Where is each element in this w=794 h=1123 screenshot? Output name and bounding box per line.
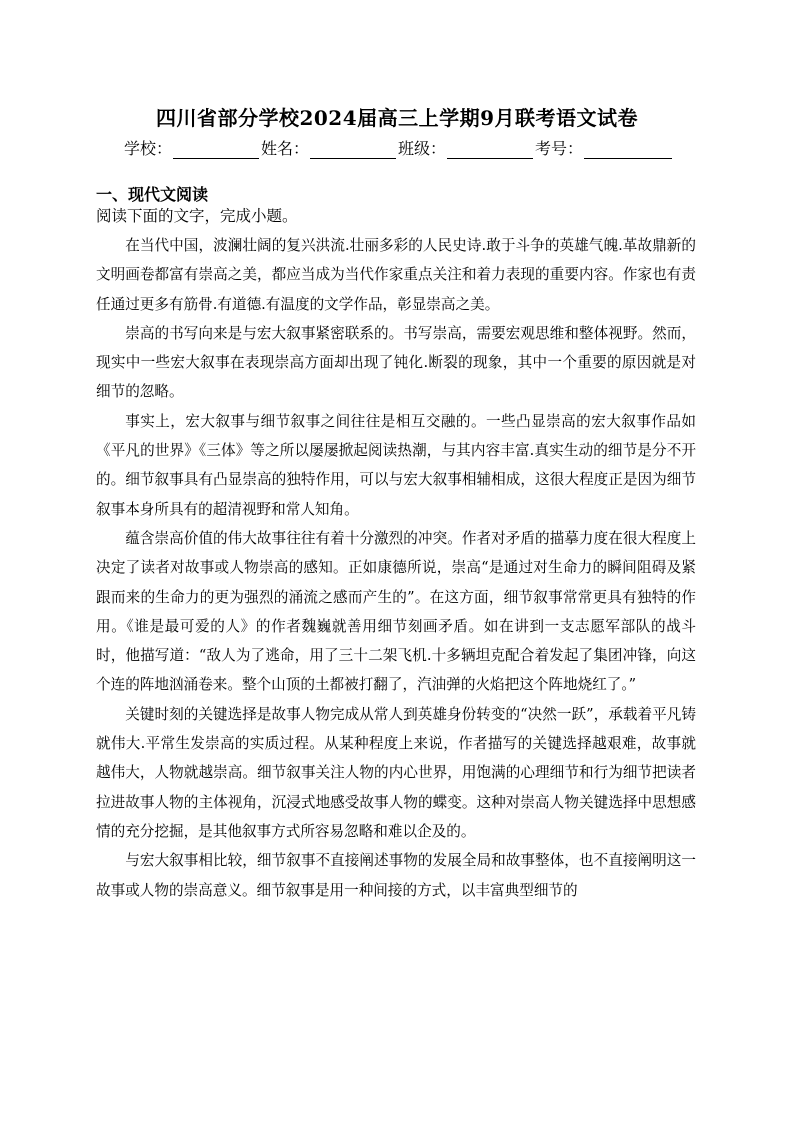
class-field (398, 136, 533, 159)
name-blank[interactable] (310, 144, 396, 159)
passage-paragraph: 事实上，宏大叙事与细节叙事之间往往是相互交融的。一些凸显崇高的宏大叙事作品如《平凡的世界》《三体》等之所以屡屡掀起阅读热潮，与其内容丰富.真实生动的细节是分不开的。细节叙事具有凸显崇高的独特作用，可以与宏大叙事相辅相成，这很大程度正是因为细节叙事本身所具有的超清视野和常人知角。 (96, 412, 696, 518)
passage-paragraph: 关键时刻的关键选择是故事人物完成从常人到英雄身份转变的“决然一跃”，承载着平凡铸就伟大.平常生发崇高的实质过程。从某种程度上来说，作者描写的关键选择越艰难，故事就越伟大，人物就越崇高。细节叙事关注人物的内心世界，用饱满的心理细节和行为细节把读者拉进故事人物的主体视角，沉浸式地感受故事人物的蝶变。这种对崇高人物关键选择中思想感情的充分挖掘，是其他叙事方式所容易忽略和难以企及的。 (96, 705, 696, 840)
passage-paragraph: 在当代中国，波澜壮阔的复兴洪流.壮丽多彩的人民史诗.敢于斗争的英雄气魄.革故鼎新的文明画卷都富有崇高之美，都应当成为当代作家重点关注和着力表现的重要内容。作家也有责任通过更多有筋骨.有道德.有温度的文学作品，彰显崇高之美。 (96, 237, 696, 313)
school-label: 学校： (124, 139, 173, 158)
exam-number-blank[interactable] (584, 144, 672, 159)
name-label: 姓名： (261, 139, 310, 158)
student-info-line (124, 136, 674, 159)
school-field (124, 136, 259, 159)
exam-number-label: 考号： (535, 139, 584, 158)
class-label: 班级： (398, 139, 447, 158)
reading-passage (96, 231, 696, 905)
passage-paragraph: 蕴含崇高价值的伟大故事往往有着十分激烈的冲突。作者对矛盾的描摹力度在很大程度上决定了读者对故事或人物崇高的感知。正如康德所说，崇高“是通过对生命力的瞬间阻碍及紧跟而来的生命力的更为强烈的涌流之感而产生的”。在这方面，细节叙事常常更具有独特的作用。《谁是最可爱的人》的作者魏巍就善用细节刻画矛盾。如在讲到一支志愿军部队的战斗时，他描写道：“敌人为了逃命，用了三十二架飞机.十多辆坦克配合着发起了集团冲锋，向这个连的阵地汹涌卷来。整个山顶的土都被打翻了，汽油弹的火焰把这个阵地烧红了。” (96, 529, 696, 694)
reading-instruction: 阅读下面的文字，完成小题。 (96, 207, 298, 225)
exam-number-field (535, 136, 672, 159)
school-blank[interactable] (173, 144, 259, 159)
class-blank[interactable] (447, 144, 533, 159)
passage-paragraph: 与宏大叙事相比较，细节叙事不直接阐述事物的发展全局和故事整体，也不直接阐明这一故事或人物的崇高意义。细节叙事是用一种间接的方式，以丰富典型细节的 (96, 852, 696, 899)
passage-paragraph: 崇高的书写向来是与宏大叙事紧密联系的。书写崇高，需要宏观思维和整体视野。然而，现实中一些宏大叙事在表现崇高方面却出现了钝化.断裂的现象，其中一个重要的原因就是对细节的忽略。 (96, 324, 696, 401)
name-field (261, 136, 396, 159)
page-title: 四川省部分学校2024届高三上学期9月联考语文试卷 (155, 106, 639, 130)
section-heading: 一、现代文阅读 (96, 185, 209, 204)
